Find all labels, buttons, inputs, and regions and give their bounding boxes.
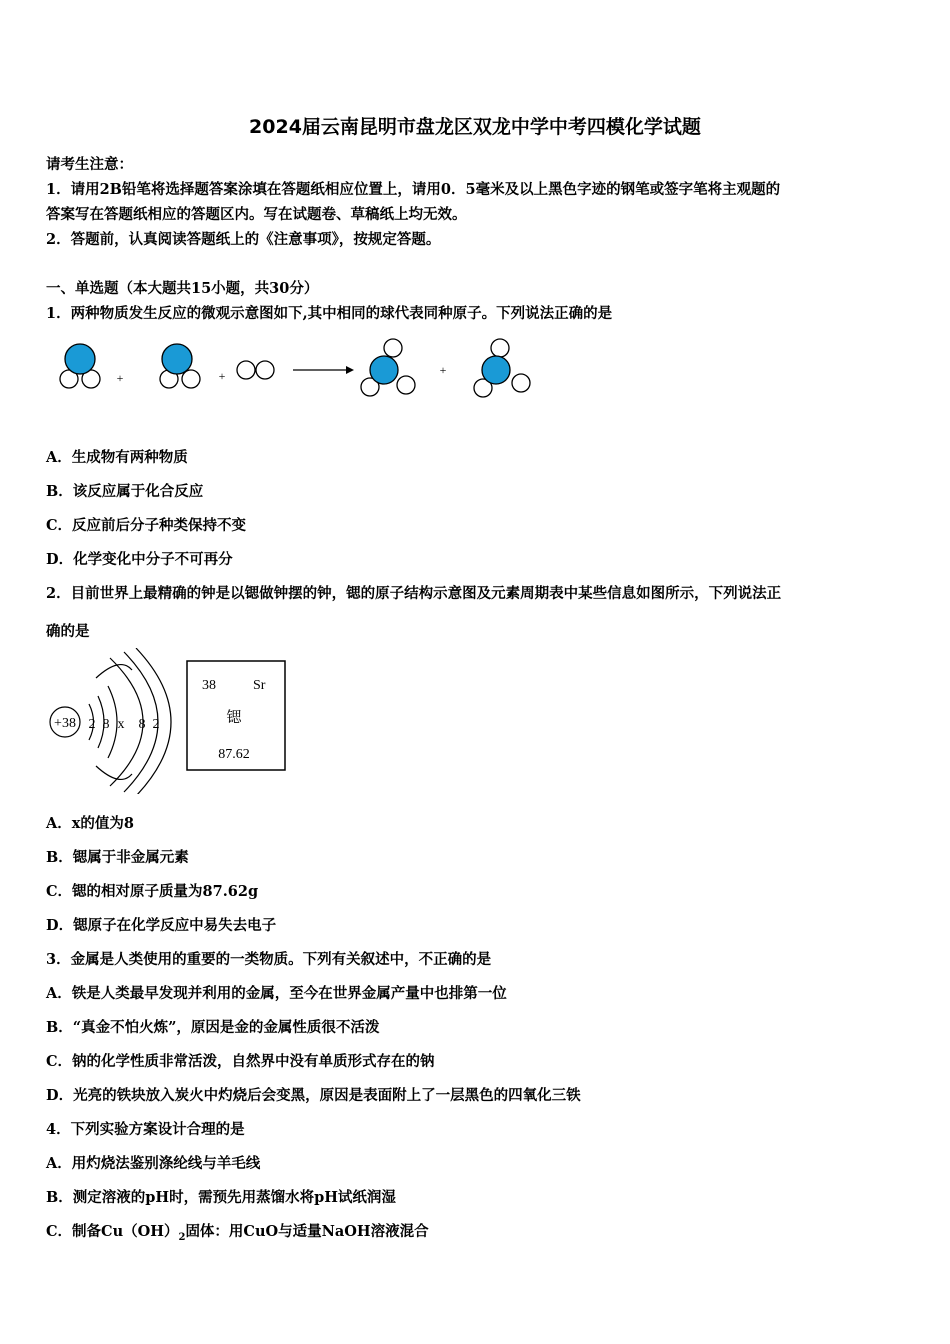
notice-line-2: 2．答题前，认真阅读答题纸上的《注意事项》，按规定答题。 xyxy=(46,231,441,248)
shell-count-4: 8 xyxy=(138,717,146,732)
q1-option-a: A．生成物有两种物质 xyxy=(46,449,188,466)
q2-option-c: C．锶的相对原子质量为87.62g xyxy=(46,883,259,900)
notice-line-1a: 1．请用2B铅笔将选择题答案涂填在答题纸相应位置上，请用0．5毫米及以上黑色字迹的钢笔或签字笔将主观题的 xyxy=(46,181,781,198)
atom-white xyxy=(491,339,509,357)
q1-option-d: D．化学变化中分子不可再分 xyxy=(46,551,233,568)
element-symbol: Sr xyxy=(253,678,266,693)
atom-white xyxy=(512,374,530,392)
atomic-mass: 87.62 xyxy=(218,747,250,762)
atom-blue xyxy=(482,356,510,384)
arrow-head-icon xyxy=(346,366,354,374)
atom-blue xyxy=(162,344,192,374)
q4-option-b: B．测定溶液的pH时，需预先用蒸馏水将pH试纸润湿 xyxy=(46,1189,396,1206)
q1-option-c: C．反应前后分子种类保持不变 xyxy=(46,517,247,534)
q4-option-c-subscript: 2 xyxy=(178,1231,186,1243)
q2-option-d: D．锶原子在化学反应中易失去电子 xyxy=(46,917,277,934)
shell-count-1: 2 xyxy=(88,717,96,732)
atom-white xyxy=(182,370,200,388)
strontium-atom-diagram xyxy=(44,648,294,794)
atom-white xyxy=(237,361,255,379)
q4-option-c-part2: 固体：用CuO与适量NaOH溶液混合 xyxy=(185,1223,429,1240)
q1-reaction-diagram xyxy=(50,335,540,407)
notice-line-1b: 答案写在答题纸相应的答题区内。写在试题卷、草稿纸上均无效。 xyxy=(46,206,467,223)
q1-option-b: B．该反应属于化合反应 xyxy=(46,483,204,500)
q4-option-c xyxy=(46,1220,429,1243)
shell-count-2: 8 xyxy=(102,717,110,732)
page-title: 2024届云南昆明市盘龙区双龙中学中考四模化学试题 xyxy=(249,116,701,138)
nucleus-charge: +38 xyxy=(54,716,76,731)
atomic-number: 38 xyxy=(202,678,216,693)
q2-stem-a: 2．目前世界上最精确的钟是以锶做钟摆的钟，锶的原子结构示意图及元素周期表中某些信息如图所示，下列说法正 xyxy=(46,585,782,602)
atom-blue xyxy=(370,356,398,384)
q1-stem: 1．两种物质发生反应的微观示意图如下,其中相同的球代表同种原子。下列说法正确的是 xyxy=(46,305,613,322)
q4-option-a: A．用灼烧法鉴别涤纶线与羊毛线 xyxy=(46,1155,261,1172)
atom-white xyxy=(384,339,402,357)
atom-white xyxy=(397,376,415,394)
q3-stem: 3．金属是人类使用的重要的一类物质。下列有关叙述中，不正确的是 xyxy=(46,951,492,968)
q3-option-c: C．钠的化学性质非常活泼，自然界中没有单质形式存在的钠 xyxy=(46,1053,435,1070)
atom-white xyxy=(256,361,274,379)
shell-count-3: x xyxy=(117,717,125,732)
q4-option-c-part1: C．制备Cu（OH） xyxy=(46,1223,179,1240)
q3-option-d: D．光亮的铁块放入炭火中灼烧后会变黑，原因是表面附上了一层黑色的四氧化三铁 xyxy=(46,1087,581,1104)
plus-sign-2: + xyxy=(218,369,226,383)
notice-heading: 请考生注意： xyxy=(46,156,133,173)
q4-stem: 4．下列实验方案设计合理的是 xyxy=(46,1121,245,1138)
q3-option-a: A．铁是人类最早发现并利用的金属，至今在世界金属产量中也排第一位 xyxy=(46,985,507,1002)
plus-sign-3: + xyxy=(439,363,447,377)
section-heading: 一、单选题（本大题共15小题，共30分） xyxy=(46,280,319,297)
q2-option-b: B．锶属于非金属元素 xyxy=(46,849,189,866)
element-name: 锶 xyxy=(226,710,242,726)
atom-blue xyxy=(65,344,95,374)
q2-option-a: A．x的值为8 xyxy=(46,815,134,832)
q3-option-b: B．“真金不怕火炼”，原因是金的金属性质很不活泼 xyxy=(46,1019,380,1036)
shell-count-5: 2 xyxy=(152,717,160,732)
plus-sign-1: + xyxy=(116,371,124,385)
q2-stem-b: 确的是 xyxy=(46,623,90,640)
